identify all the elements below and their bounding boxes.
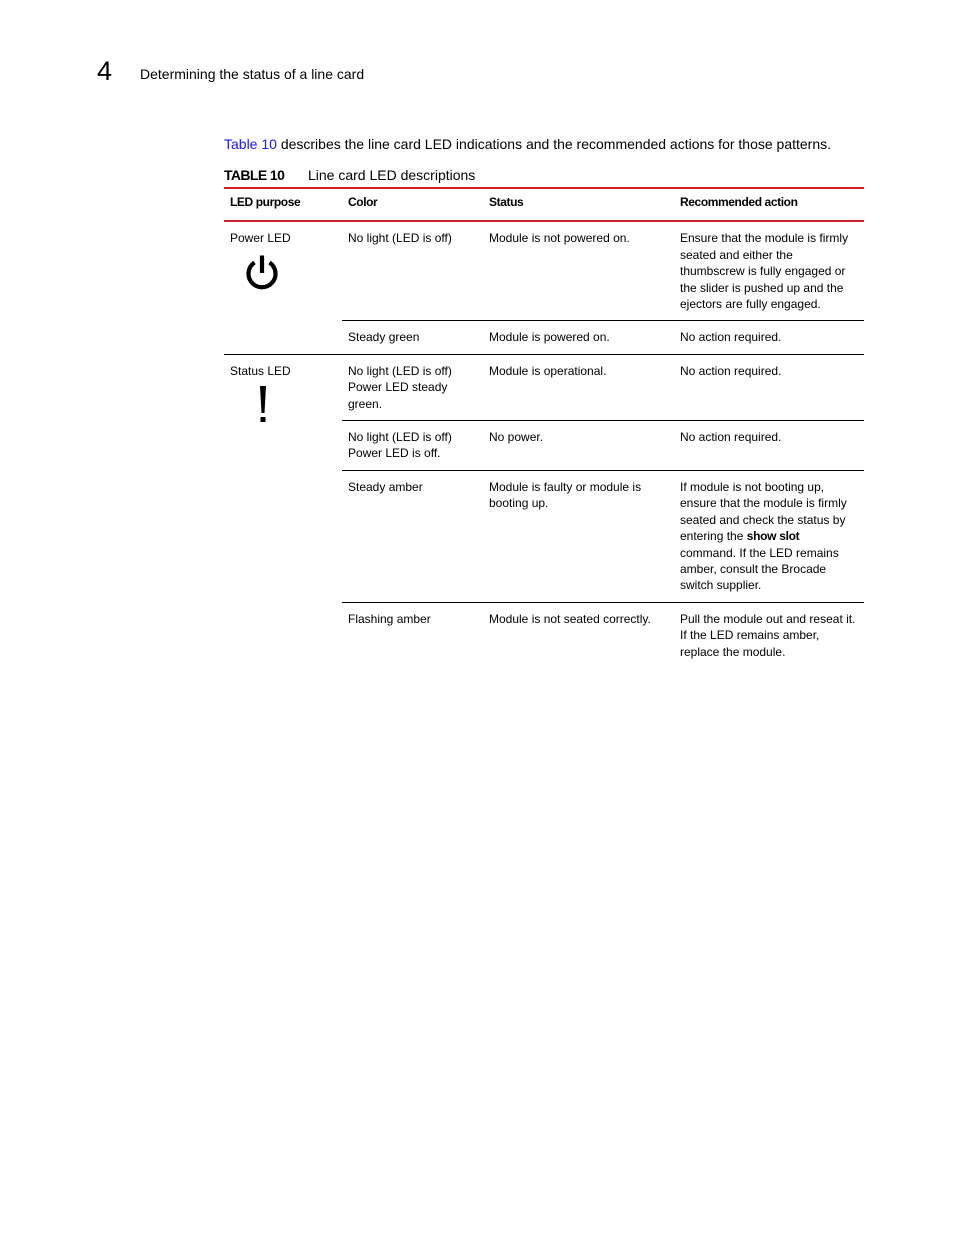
action-cell: [674, 470, 864, 602]
action-cell: No action required.: [674, 354, 864, 420]
status-cell: Module is powered on.: [483, 321, 674, 354]
action-text: command. If the LED remains amber, consult the Brocade switch supplier.: [680, 545, 839, 593]
color-cell: Steady green: [342, 321, 483, 354]
led-purpose-cell: [224, 354, 342, 668]
led-purpose-label: Status LED: [230, 363, 291, 378]
table-row: [224, 354, 864, 420]
status-cell: No power.: [483, 421, 674, 471]
column-header-status: Status: [483, 188, 674, 221]
column-header-color: Color: [342, 188, 483, 221]
status-cell: Module is not powered on.: [483, 221, 674, 321]
column-header-led-purpose: LED purpose: [224, 188, 342, 221]
status-cell: Module is operational.: [483, 354, 674, 420]
color-cell: No light (LED is off): [342, 221, 483, 321]
power-icon: [242, 253, 282, 293]
color-cell: No light (LED is off) Power LED is off.: [342, 421, 483, 471]
color-cell: Steady amber: [342, 470, 483, 602]
table-caption: [224, 166, 475, 184]
action-cell: Pull the module out and reseat it. If the LED remains amber, replace the module.: [680, 611, 856, 659]
color-cell: No light (LED is off) Power LED steady green.: [342, 354, 483, 420]
action-cell: No action required.: [674, 321, 864, 354]
chapter-title: Determining the status of a line card: [140, 66, 365, 82]
action-cell: Ensure that the module is firmly seated and either the thumbscrew is fully engaged or the slider is pushed up and the ejectors are fully engaged.: [674, 221, 864, 321]
intro-paragraph: [224, 135, 831, 153]
table-header-row: [224, 188, 864, 221]
chapter-number: 4: [97, 56, 113, 86]
column-header-recommended-action: Recommended action: [674, 188, 864, 221]
table-caption-title: Line card LED descriptions: [308, 167, 476, 183]
led-description-table: [224, 187, 864, 668]
table-reference-link[interactable]: Table 10: [224, 136, 277, 152]
action-text: If module is not booting up, ensure that the module is firmly seated and check the status by entering the: [680, 479, 847, 544]
table-caption-label: TABLE 10: [224, 167, 285, 183]
led-purpose-label: Power LED: [230, 231, 291, 246]
table-row: [224, 221, 864, 321]
intro-text: describes the line card LED indications and the recommended actions for those patterns.: [276, 136, 832, 152]
status-cell: Module is not seated correctly.: [489, 611, 651, 626]
command-show-slot: show slot: [746, 529, 800, 544]
status-cell: Module is faulty or module is booting up.: [483, 470, 674, 602]
led-purpose-cell: [224, 221, 342, 354]
color-cell: Flashing amber: [348, 611, 431, 626]
action-cell: No action required.: [674, 421, 864, 471]
exclamation-icon: [242, 385, 282, 425]
